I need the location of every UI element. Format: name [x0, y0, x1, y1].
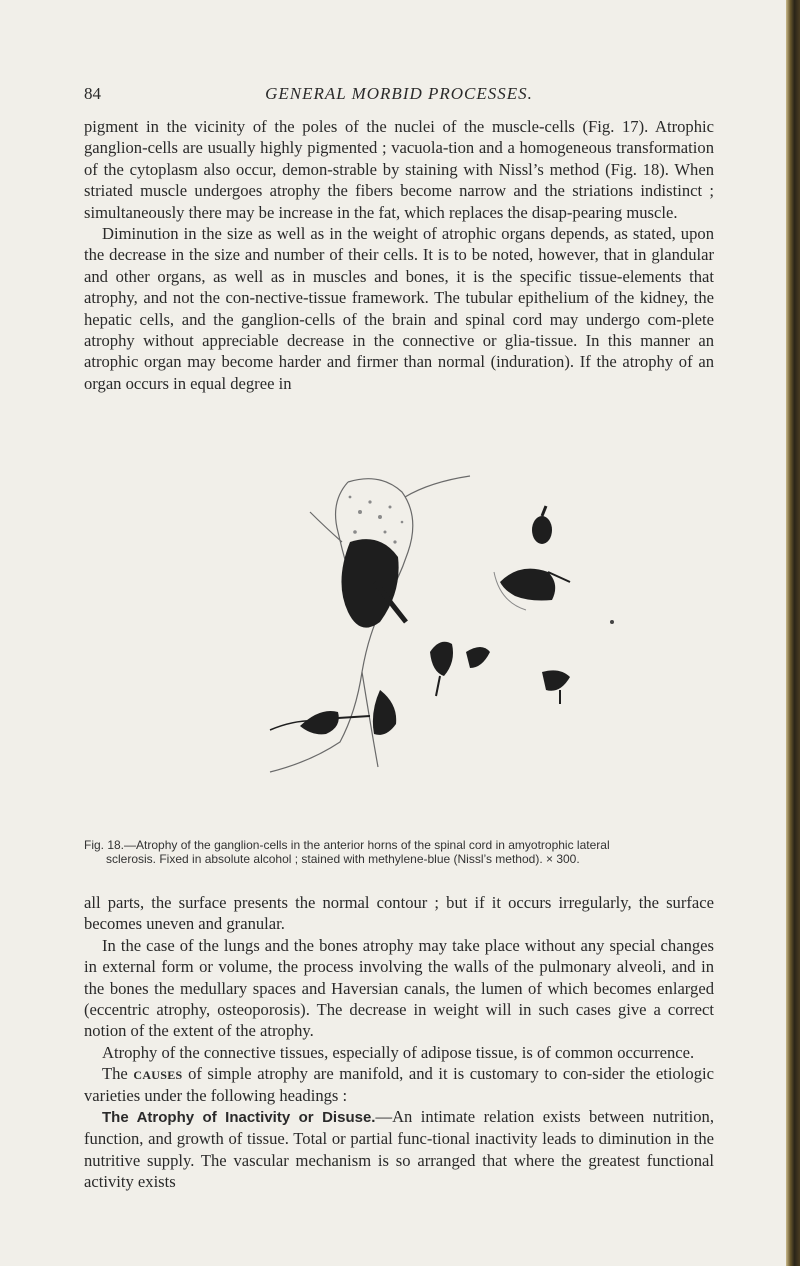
figure-illustration — [230, 472, 630, 817]
paragraph: pigment in the vicinity of the poles of the nuclei of the muscle-cells (Fig. 17). Atrophic ganglion-cells are usually highly pigmented ; vacuola-tion and a homogeneous transformation of the cytoplasm also occur, demon-strable by staining with Nissl’s method (Fig. 18). When striated muscle undergoes atrophy the fibers become narrow and the striations indistinct ; simultaneously there may be increase in the fat, which replaces the disap-pearing muscle. — [84, 117, 714, 222]
speck — [610, 620, 614, 624]
paragraph: Diminution in the size as well as in the weight of atrophic organs depends, as stated, upon the decrease in the size and number of their cells. It is to be noted, however, that in glandular and other organs, as well as in muscles and bones, it is the specific tissue-elements that atrophy, and not the con-nective-tissue framework. The tubular epithelium of the kidney, the hepatic cells, and the ganglion-cells of the brain and spinal cord may undergo com-plete atrophy without appreciable decrease in the connective or glia-tissue. In this manner an atrophic organ may become harder and firmer than normal (induration). If the atrophy of an organ occurs in equal degree in — [84, 224, 714, 393]
atrophic-cell-top — [532, 506, 552, 544]
atrophic-cell-lower-left — [430, 642, 453, 696]
atrophic-cell-bottom — [270, 690, 396, 735]
caption-line-2: sclerosis. Fixed in absolute alcohol ; stained with methylene-blue (Nissl’s method). × 300. — [106, 852, 580, 866]
book-binding-edge — [786, 0, 800, 1266]
causes-lead: The — [102, 1064, 128, 1084]
paragraph: Atrophy of the connective tissues, especially of adipose tissue, is of common occurrence. — [102, 1042, 695, 1062]
causes-rest: of simple atrophy are manifold, and it is customary to con-sider the etiologic varieties under the following headings : — [84, 1064, 714, 1105]
atrophic-cell-lower-right — [542, 670, 570, 704]
paragraph-inactivity — [84, 1106, 714, 1193]
bottom-text-block — [84, 892, 714, 1193]
caption-line-1: Fig. 18.—Atrophy of the ganglion-cells in the anterior horns of the spinal cord in amyotrophic lateral — [84, 838, 610, 852]
page-number: 84 — [84, 84, 101, 103]
running-head: GENERAL MORBID PROCESSES. — [265, 84, 533, 103]
atrophic-cell-middle — [494, 569, 570, 610]
page-header — [84, 84, 714, 106]
paragraph: all parts, the surface presents the normal contour ; but if it occurs irregularly, the surface becomes uneven and granular. — [84, 893, 714, 934]
causes-term: causes — [133, 1064, 183, 1084]
atrophic-cell-lower-mid — [466, 647, 490, 668]
figure-caption — [84, 838, 724, 866]
paragraph-causes — [84, 1063, 714, 1106]
section-heading: The Atrophy of Inactivity or Disuse. — [102, 1109, 376, 1127]
top-text-block — [84, 116, 714, 394]
ganglion-cell-body — [341, 539, 398, 627]
paragraph: In the case of the lungs and the bones atrophy may take place without any special changes in external form or volume, the process involving the walls of the pulmonary alveoli, and in the bones the medullary spaces and Haversian canals, the lumen of which becomes enlarged (eccentric atrophy, osteoporosis). The decrease in weight will in such cases give a correct notion of the extent of the atrophy. — [84, 935, 714, 1041]
section-text: —An intimate relation exists between nutrition, function, and growth of tissue. Total or partial func-tional inactivity leads to diminution in the nutritive supply. The vascular mechanism is so arranged that where the greatest functional activity exists — [84, 1107, 715, 1192]
